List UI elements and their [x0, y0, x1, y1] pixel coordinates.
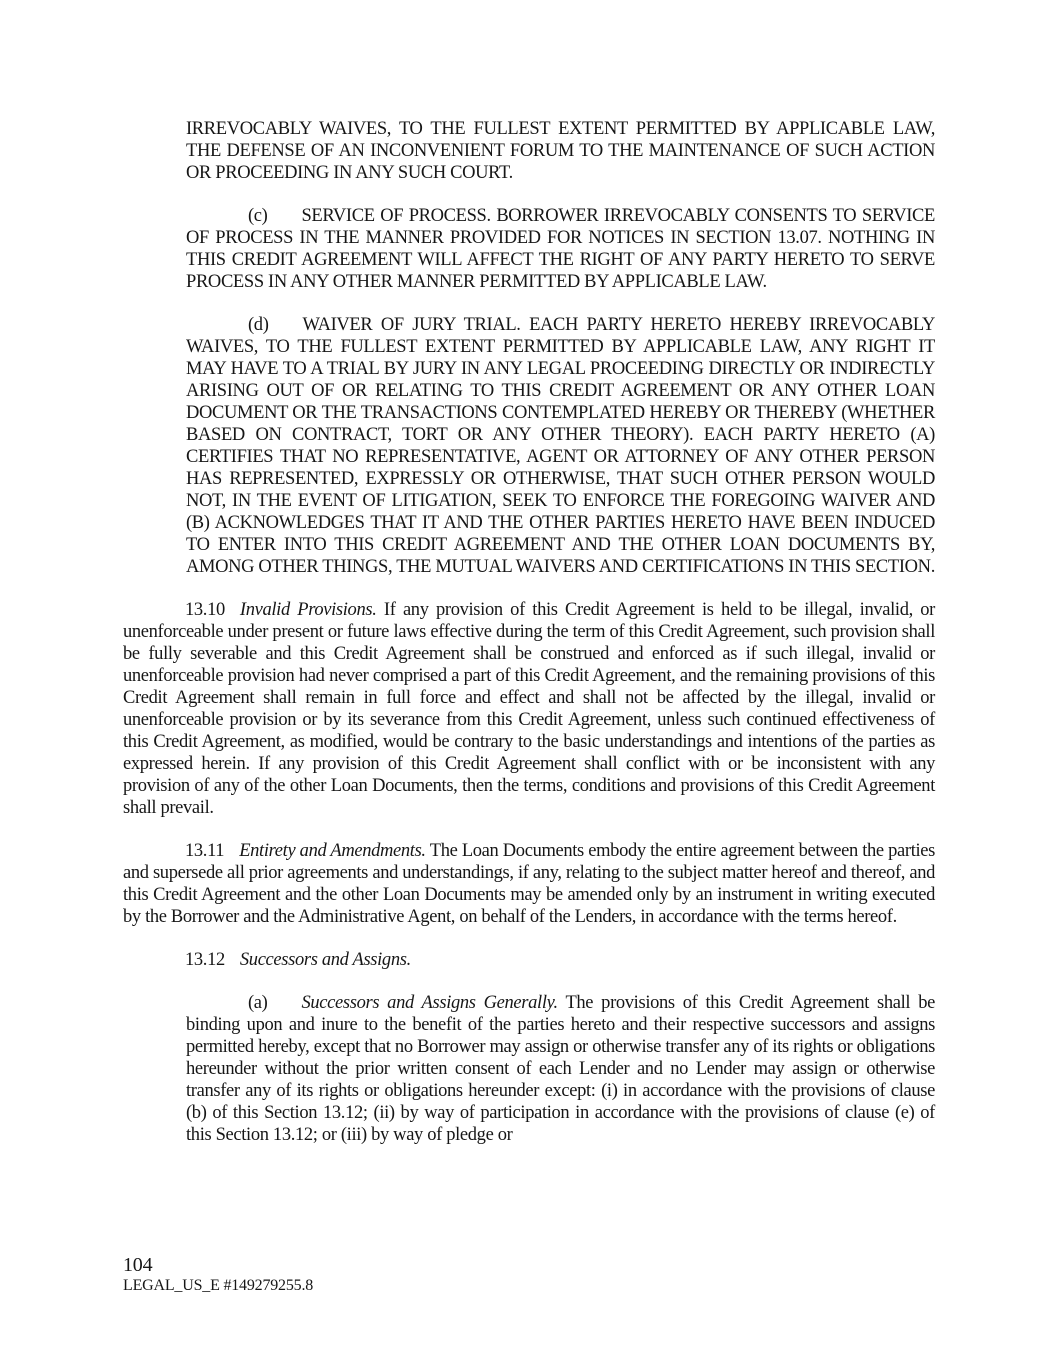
- paragraph-continuation: [186, 118, 935, 184]
- clause-d-label: (d): [248, 315, 269, 335]
- clause-a-heading: Successors and Assigns Generally.: [301, 993, 558, 1013]
- clause-a-label: (a): [248, 993, 268, 1013]
- page-footer: [123, 1254, 313, 1295]
- clause-d-heading: WAIVER OF JURY TRIAL.: [302, 315, 521, 335]
- section-13-11-heading: Entirety and Amendments.: [239, 841, 426, 861]
- paragraph-clause-a: [186, 992, 935, 1146]
- clause-c-label: (c): [248, 206, 268, 226]
- section-13-10-text: If any provision of this Credit Agreement is held to be illegal, invalid, or unenforceable under present or future laws effective during the term of this Credit Agreement, such provision shall be fully severable and this Credit Agreement shall be construed and enforced as if such illegal, invalid or unenforceable provision had never comprised a part of this Credit Agreement, and the remaining provisions of this Credit Agreement shall remain in full force and effect and shall not be affected by the illegal, invalid or unenforceable provision or by its severance from this Credit Agreement, unless such continued effectiveness of this Credit Agreement, as modified, would be contrary to the basic understandings and intentions of the parties as expressed herein. If any provision of this Credit Agreement shall conflict with or be inconsistent with any provision of any of the other Loan Documents, then the terms, conditions and provisions of this Credit Agreement shall prevail.: [123, 600, 935, 818]
- paragraph-clause-c: [186, 205, 935, 293]
- clause-c-heading: SERVICE OF PROCESS.: [301, 206, 491, 226]
- section-13-10-number: 13.10: [185, 600, 225, 620]
- clause-d-text: EACH PARTY HERETO HEREBY IRREVOCABLY WAIVES, TO THE FULLEST EXTENT PERMITTED BY APPLICABLE LAW, ANY RIGHT IT MAY HAVE TO A TRIAL BY JURY IN ANY LEGAL PROCEEDING DIRECTLY OR INDIRECTLY ARISING OUT OF OR RELATING TO THIS CREDIT AGREEMENT OR ANY OTHER LOAN DOCUMENT OR THE TRANSACTIONS CONTEMPLATED HEREBY OR THEREBY (WHETHER BASED ON CONTRACT, TORT OR ANY OTHER THEORY). EACH PARTY HERETO (A) CERTIFIES THAT NO REPRESENTATIVE, AGENT OR ATTORNEY OF ANY OTHER PERSON HAS REPRESENTED, EXPRESSLY OR OTHERWISE, THAT SUCH OTHER PERSON WOULD NOT, IN THE EVENT OF LITIGATION, SEEK TO ENFORCE THE FOREGOING WAIVER AND (B) ACKNOWLEDGES THAT IT AND THE OTHER PARTIES HERETO HAVE BEEN INDUCED TO ENTER INTO THIS CREDIT AGREEMENT AND THE OTHER LOAN DOCUMENTS BY, AMONG OTHER THINGS, THE MUTUAL WAIVERS AND CERTIFICATIONS IN THIS SECTION.: [186, 315, 936, 577]
- continuation-text: IRREVOCABLY WAIVES, TO THE FULLEST EXTENT PERMITTED BY APPLICABLE LAW, THE DEFENSE OF AN INCONVENIENT FORUM TO THE MAINTENANCE OF SUCH ACTION OR PROCEEDING IN ANY SUCH COURT.: [186, 119, 935, 183]
- section-13-11-number: 13.11: [185, 841, 225, 861]
- page-number: 104: [123, 1254, 153, 1276]
- document-id-stamp: LEGAL_US_E #149279255.8: [123, 1277, 314, 1294]
- section-13-11-text: The Loan Documents embody the entire agreement between the parties and supersede all prior agreements and understandings, if any, relating to the subject matter hereof and thereof, and this Credit Agreement and the other Loan Documents may be amended only by an instrument in writing executed by the Borrower and the Administrative Agent, on behalf of the Lenders, in accordance with the terms hereof.: [123, 841, 935, 927]
- paragraph-section-13-10: [123, 599, 935, 819]
- paragraph-section-13-11: [123, 840, 935, 928]
- paragraph-section-13-12: [123, 949, 935, 971]
- section-13-12-number: 13.12: [185, 950, 225, 970]
- paragraph-clause-d: [186, 314, 935, 578]
- clause-c-text: BORROWER IRREVOCABLY CONSENTS TO SERVICE OF PROCESS IN THE MANNER PROVIDED FOR NOTICES IN SECTION 13.07. NOTHING IN THIS CREDIT AGREEMENT WILL AFFECT THE RIGHT OF ANY PARTY HERETO TO SERVE PROCESS IN ANY OTHER MANNER PERMITTED BY APPLICABLE LAW.: [186, 206, 935, 292]
- section-13-12-heading: Successors and Assigns.: [239, 950, 411, 970]
- clause-a-text: The provisions of this Credit Agreement shall be binding upon and inure to the benefit of the parties hereto and their respective successors and assigns permitted hereby, except that no Borrower may assign or otherwise transfer any of its rights or obligations hereunder without the prior written consent of each Lender and no Lender may assign or otherwise transfer any of its rights or obligations hereunder except: (i) in accordance with the provisions of clause (b) of this Section 13.12; (ii) by way of participation in accordance with the provisions of clause (e) of this Section 13.12; or (iii) by way of pledge or: [186, 993, 935, 1145]
- section-13-10-heading: Invalid Provisions.: [239, 600, 377, 620]
